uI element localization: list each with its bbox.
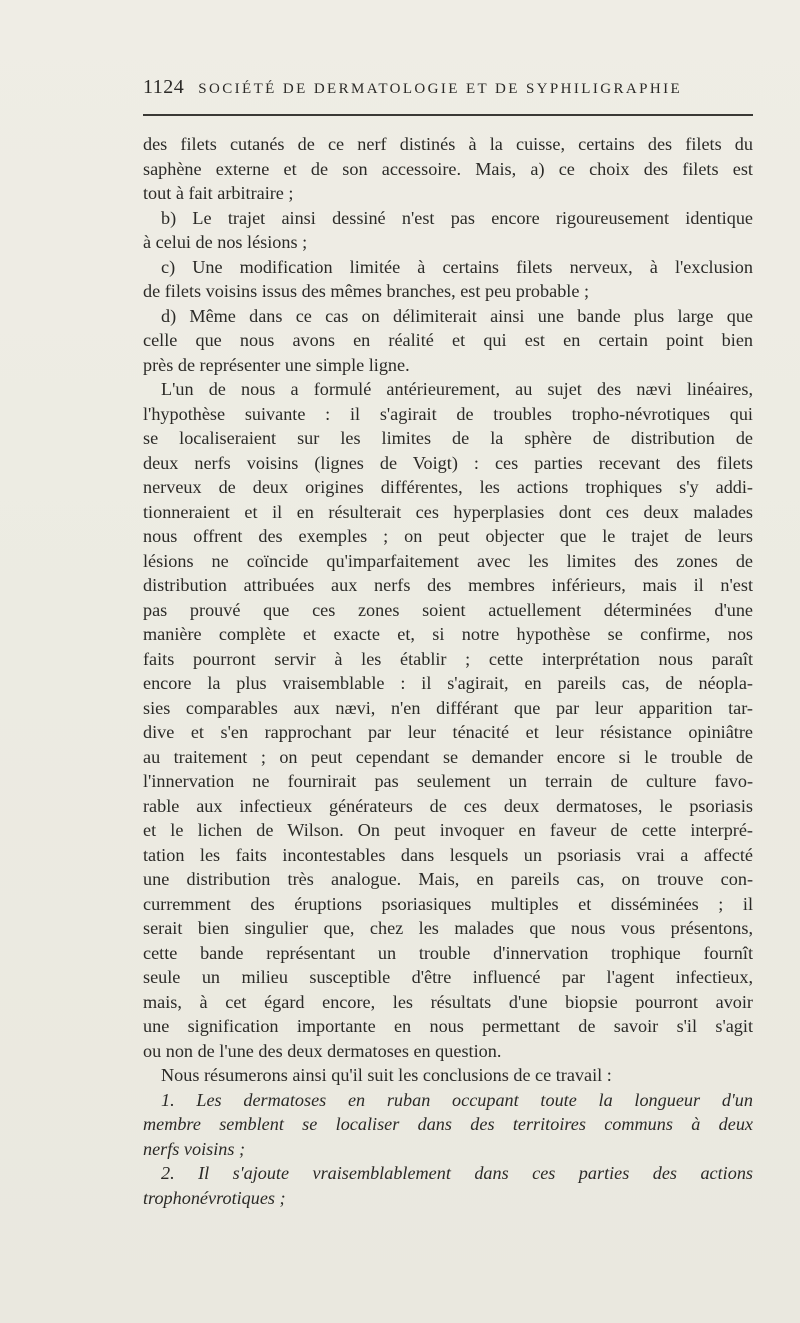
text-line: pas prouvé que ces zones soient actuellement déterminées d'une: [143, 599, 753, 620]
text-line: une signification importante en nous permettant de savoir s'il s'agit: [143, 1016, 753, 1036]
text-line: nous offrent des exemples ; on peut objecter que le trajet de leurs: [143, 526, 753, 546]
text-line: faits pourront servir à les établir ; cette interprétation nous paraît: [143, 648, 753, 669]
header-rule: [143, 114, 753, 116]
text-line: d) Même dans ce cas on délimiterait ainsi une bande plus large que: [161, 305, 753, 326]
body-text: [143, 132, 753, 1210]
page-header: [143, 76, 753, 99]
text-line: membre semblent se localiser dans des territoires communs à deux: [143, 1114, 753, 1134]
text-line: ou non de l'une des deux dermatoses en question.: [143, 1040, 502, 1061]
text-line: distribution attribuées aux nerfs des membres inférieurs, mais il n'est: [143, 575, 753, 595]
text-line: encore la plus vraisemblable : il s'agirait, en pareils cas, de néopla-: [143, 673, 753, 693]
text-line: celle que nous avons en réalité et qui est en certain point bien: [143, 330, 753, 350]
text-line: à celui de nos lésions ;: [143, 232, 308, 252]
text-line: tation les faits incontestables dans lesquels un psoriasis vrai a affecté: [143, 844, 753, 865]
text-line: rable aux infectieux générateurs de ces deux dermatoses, le psoriasis: [143, 795, 753, 816]
text-line: près de représenter une simple ligne.: [143, 354, 410, 375]
text-line: au traitement ; on peut cependant se demander encore si le trouble de: [143, 746, 753, 767]
running-head: SOCIÉTÉ DE DERMATOLOGIE ET DE SYPHILIGRAPHIE: [198, 81, 683, 97]
text-line: nerveux de deux origines différentes, les actions trophiques s'y addi-: [143, 477, 753, 497]
text-line: serait bien singulier que, chez les malades que nous vous présentons,: [143, 918, 753, 938]
text-line: saphène externe et de son accessoire. Mais, a) ce choix des filets est: [143, 158, 753, 179]
text-line: une distribution très analogue. Mais, en pareils cas, on trouve con-: [143, 869, 753, 889]
text-line: 1. Les dermatoses en ruban occupant toute la longueur d'un: [161, 1089, 753, 1110]
text-line: des filets cutanés de ce nerf distinés à la cuisse, certains des filets du: [143, 134, 753, 154]
text-line: b) Le trajet ainsi dessiné n'est pas encore rigoureusement identique: [161, 207, 753, 228]
text-line: c) Une modification limitée à certains filets nerveux, à l'exclusion: [161, 256, 753, 277]
text-line: Nous résumerons ainsi qu'il suit les conclusions de ce travail :: [161, 1065, 612, 1085]
text-line: trophonévrotiques ;: [143, 1187, 286, 1208]
text-line: cette bande représentant un trouble d'innervation trophique fournît: [143, 942, 753, 963]
text-line: et le lichen de Wilson. On peut invoquer en faveur de cette interpré-: [143, 820, 753, 840]
text-line: se localiseraient sur les limites de la sphère de distribution de: [143, 428, 753, 448]
page-number: 1124: [143, 76, 185, 98]
text-line: nerfs voisins ;: [143, 1138, 246, 1159]
text-line: tionneraient et il en résulterait ces hyperplasies dont ces deux malades: [143, 501, 753, 522]
text-line: mais, à cet égard encore, les résultats d'une biopsie pourront avoir: [143, 991, 753, 1012]
text-line: curremment des éruptions psoriasiques multiples et disséminées ; il: [143, 893, 753, 914]
text-line: l'hypothèse suivante : il s'agirait de troubles tropho-névrotiques qui: [143, 403, 753, 424]
text-line: deux nerfs voisins (lignes de Voigt) : ces parties recevant des filets: [143, 452, 753, 473]
text-line: L'un de nous a formulé antérieurement, au sujet des nævi linéaires,: [161, 379, 753, 399]
text-line: seule un milieu susceptible d'être influencé par l'agent infectieux,: [143, 967, 753, 987]
text-line: 2. Il s'ajoute vraisemblablement dans ces parties des actions: [161, 1163, 753, 1183]
text-line: sies comparables aux nævi, n'en différant que par leur apparition tar-: [143, 697, 753, 718]
text-line: de filets voisins issus des mêmes branches, est peu probable ;: [143, 281, 590, 301]
text-line: dive et s'en rapprochant par leur ténacité et leur résistance opiniâtre: [143, 722, 753, 742]
text-line: manière complète et exacte et, si notre hypothèse se confirme, nos: [143, 624, 753, 644]
text-line: tout à fait arbitraire ;: [143, 183, 294, 203]
text-line: l'innervation ne fournirait pas seulement un terrain de culture favo-: [143, 771, 753, 791]
text-line: lésions ne coïncide qu'imparfaitement avec les limites des zones de: [143, 550, 753, 571]
